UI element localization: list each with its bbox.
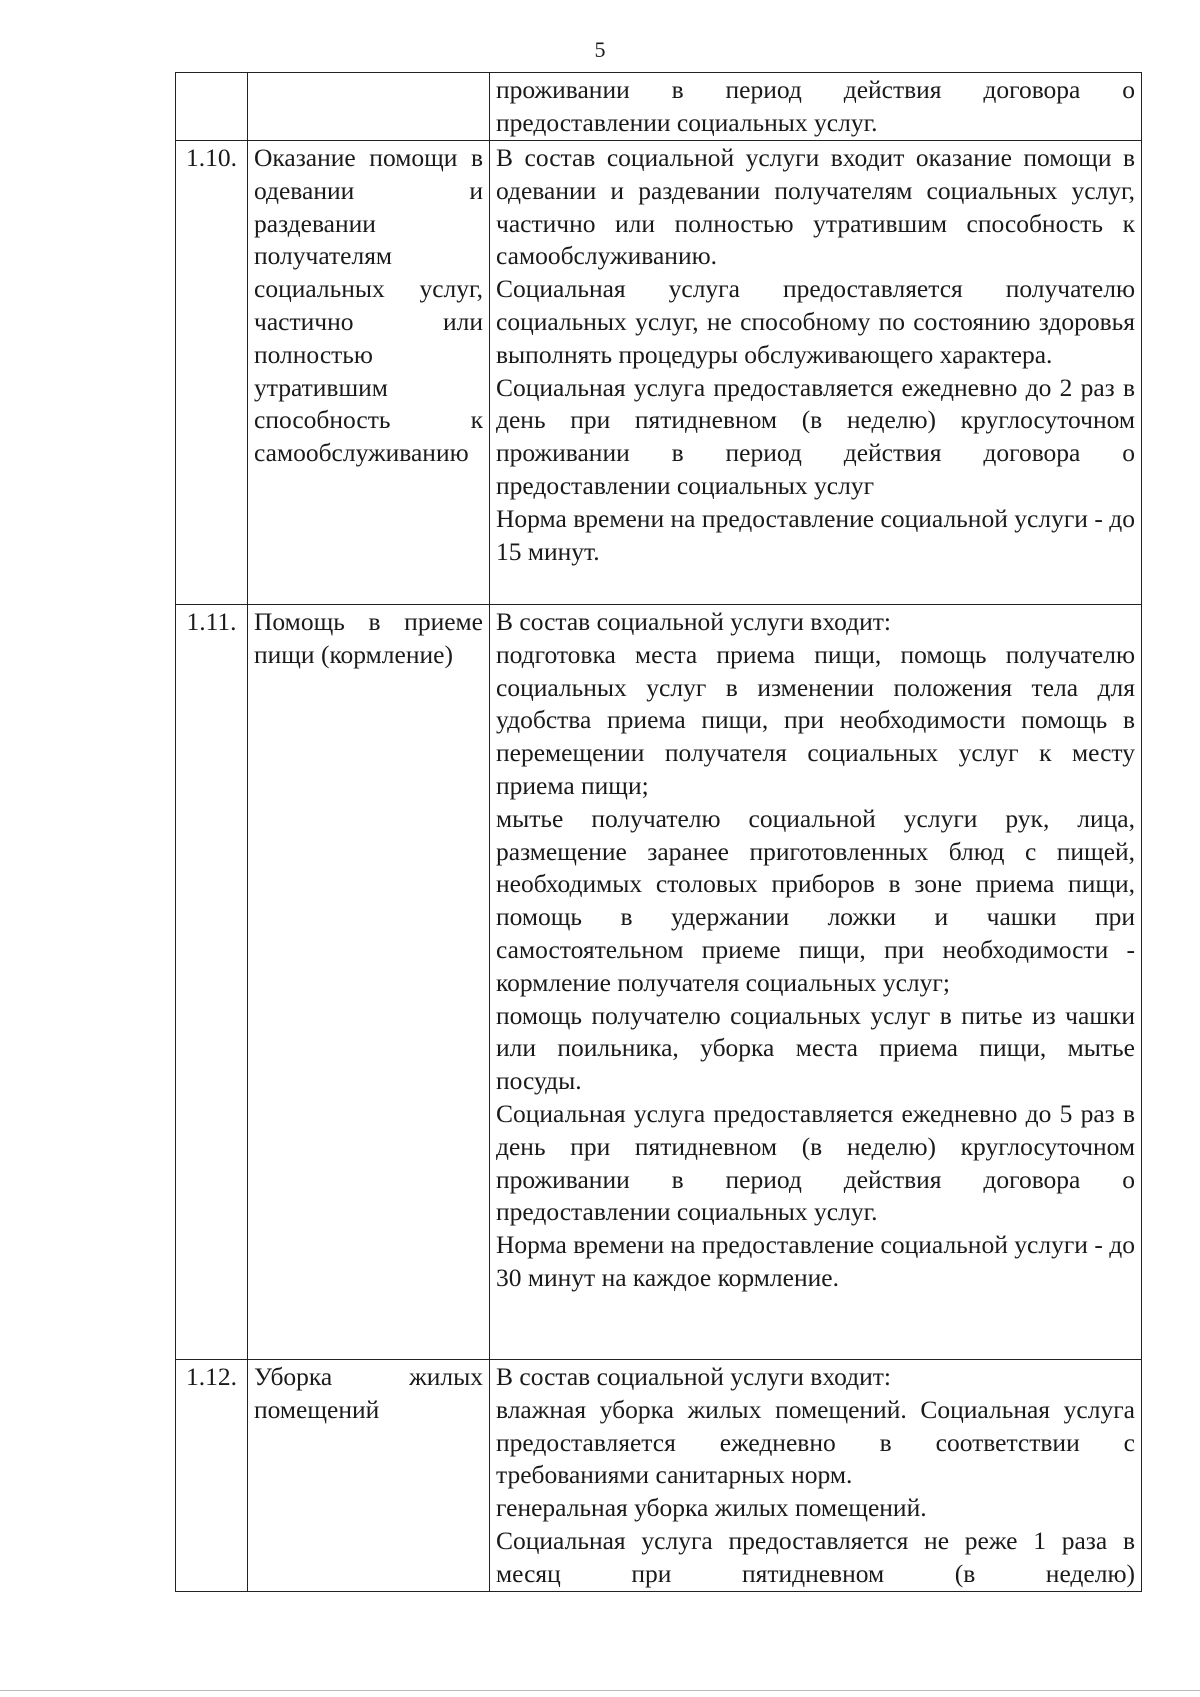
description-paragraph: Социальная услуга предоставляется ежедневно до 5 раз в день при пятидневном (в неделю) круглосуточном проживании в период действия договора о предоставлении социальных услуг. — [496, 1098, 1135, 1227]
table-row — [176, 1360, 1142, 1592]
service-number: 1.10. — [176, 141, 248, 605]
description-paragraph: В состав социальной услуги входит: — [496, 607, 891, 636]
service-description — [490, 73, 1142, 141]
description-paragraph: помощь получателю социальных услуг в питье из чашки или поильника, уборка места приема пищи, мытье посуды. — [496, 1000, 1135, 1096]
description-paragraph: подготовка места приема пищи, помощь получателю социальных услуг в изменении положения тела для удобства приема пищи, при необходимости помощь в перемещении получателя социальных услуг к месту приема пищи; — [496, 639, 1135, 800]
service-number: 1.12. — [176, 1360, 248, 1592]
description-paragraph: В состав социальной услуги входит оказание помощи в одевании и раздевании получателям социальных услуг, частично или полностью утратившим способность к самообслуживанию. — [496, 143, 1135, 271]
table-row — [176, 605, 1142, 1360]
service-number: 1.11. — [176, 605, 248, 1360]
description-paragraph: проживании в период действия договора о предоставлении социальных услуг. — [496, 75, 1135, 137]
description-paragraph: В состав социальной услуги входит: — [496, 1362, 891, 1391]
service-name: Оказание помощи в одевании и раздевании получателям социальных услуг, частично или полностью утратившим способность к самообслуживанию — [248, 141, 490, 605]
description-paragraph: Норма времени на предоставление социальной услуги - до 30 минут на каждое кормление. — [496, 1230, 1135, 1292]
description-paragraph: Социальная услуга предоставляется не реже 1 раза в месяц при пятидневном (в неделю) — [496, 1525, 1135, 1588]
description-paragraph: влажная уборка жилых помещений. Социальная услуга предоставляется ежедневно в соответствии с требованиями санитарных норм. — [496, 1394, 1135, 1490]
description-paragraph: Социальная услуга предоставляется ежедневно до 2 раз в день при пятидневном (в неделю) круглосуточном проживании в период действия договора о предоставлении социальных услуг — [496, 372, 1135, 500]
table-row — [176, 73, 1142, 141]
description-paragraph: Социальная услуга предоставляется получателю социальных услуг, не способному по состоянию здоровья выполнять процедуры обслуживающего характера. — [496, 274, 1135, 369]
description-paragraph: Норма времени на предоставление социальной услуги - до 15 минут. — [496, 503, 1135, 566]
service-description — [490, 605, 1142, 1360]
page-number: 5 — [594, 37, 606, 62]
services-table — [175, 72, 1142, 1592]
service-name: Помощь в приеме пищи (кормление) — [248, 605, 490, 1360]
service-number — [176, 73, 248, 141]
service-name — [248, 73, 490, 141]
service-name: Уборка жилых помещений — [248, 1360, 490, 1592]
description-paragraph: генеральная уборка жилых помещений. — [496, 1493, 927, 1523]
table-row — [176, 141, 1142, 605]
description-paragraph: мытье получателю социальной услуги рук, лица, размещение заранее приготовленных блюд с пищей, необходимых столовых приборов в зоне приема пищи, помощь в удержании ложки и чашки при самостоятельном приеме пищи, при необходимости - кормление получателя социальных услуг; — [496, 803, 1135, 997]
service-description — [490, 1360, 1142, 1592]
service-description — [490, 141, 1142, 605]
scan-edge-line — [0, 1690, 1200, 1691]
